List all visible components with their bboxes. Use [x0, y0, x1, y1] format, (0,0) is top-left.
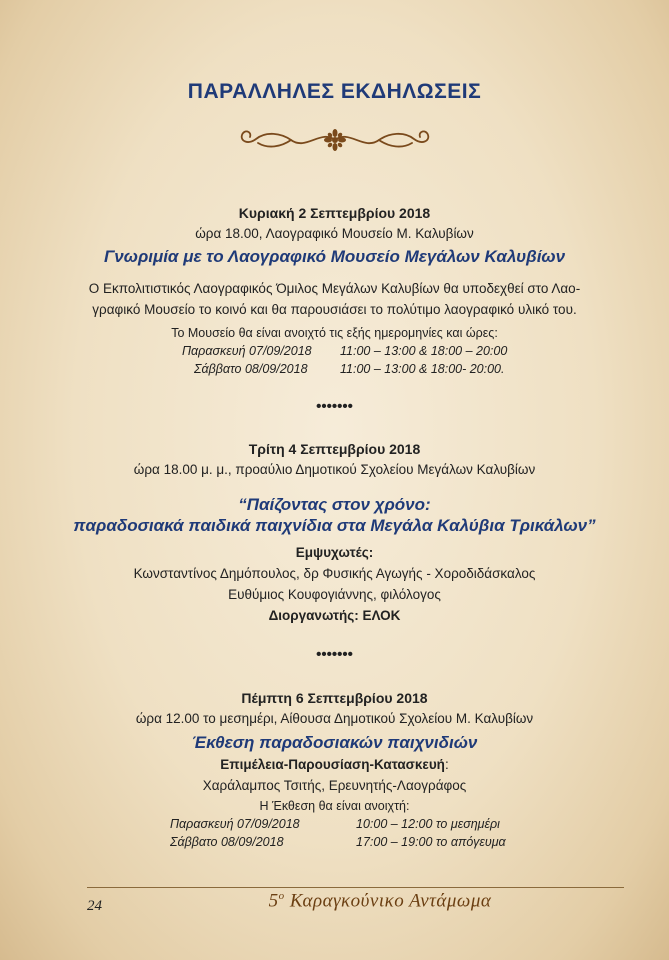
event1-date: Κυριακή 2 Σεπτεμβρίου 2018 [238, 205, 431, 221]
event1-location: ώρα 18.00, Λαογραφικό Μουσείο Μ. Καλυβίων [195, 226, 474, 241]
event1-schedule-day1: Παρασκευή 07/09/2018 [182, 344, 312, 358]
event1-headline: Γνωριμία με το Λαογραφικό Μουσείο Μεγάλων Καλυβίων [103, 247, 566, 266]
page-number: 24 [87, 898, 102, 914]
event2-headline-line1: “Παίζοντας στον χρόνο: [238, 495, 431, 514]
event1-schedule-time2: 11:00 – 13:00 & 18:00- 20:00. [340, 362, 505, 376]
event2-date: Τρίτη 4 Σεπτεμβρίου 2018 [248, 441, 421, 457]
event3-schedule-day2: Σάββατο 08/09/2018 [170, 835, 284, 849]
event2-location: ώρα 18.00 μ. μ., προαύλιο Δημοτικού Σχολείου Μεγάλων Καλυβίων [133, 462, 536, 477]
event3-curation-label [0, 757, 669, 772]
footer-divider [87, 887, 624, 888]
event3-open-note: Η Έκθεση θα είναι ανοιχτή: [259, 799, 410, 813]
event2-animator1: Κωνσταντίνος Δημόπουλος, δρ Φυσικής Αγωγής - Χοροδιδάσκαλος [133, 566, 536, 581]
event3-schedule-day1: Παρασκευή 07/09/2018 [170, 817, 300, 831]
separator-dots: ••••••• [316, 646, 353, 663]
event1-schedule-day2: Σάββατο 08/09/2018 [194, 362, 308, 376]
flourish-ornament-icon [236, 121, 434, 159]
event1-schedule-time1: 11:00 – 13:00 & 18:00 – 20:00 [340, 344, 508, 358]
footer-title-text: Καραγκούνικο Αντάμωμα [284, 890, 492, 912]
event3-curator: Χαράλαμπος Τσιτής, Ερευνητής-Λαογράφος [202, 778, 467, 793]
event3-schedule-time1: 10:00 – 12:00 το μεσημέρι [356, 817, 500, 831]
page-title: ΠΑΡΑΛΛΗΛΕΣ ΕΚΔΗΛΩΣΕΙΣ [187, 80, 482, 103]
event3-schedule-time2: 17:00 – 19:00 το απόγευμα [356, 835, 506, 849]
footer-title-superscript: ο [278, 890, 285, 902]
event2-headline-line2: παραδοσιακά παιδικά παιχνίδια στα Μεγάλα Καλύβια Τρικάλων” [73, 516, 596, 535]
event1-paragraph-line1: Ο Εκπολιτιστικός Λαογραφικός Όμιλος Μεγάλων Καλυβίων θα υποδεχθεί στο Λαο- [88, 281, 581, 296]
footer-title-number: 5 [268, 890, 279, 912]
event2-animators-label: Εμψυχωτές: [295, 545, 374, 560]
event3-curation-label-text: Επιμέλεια-Παρουσίαση-Κατασκευή [220, 757, 445, 772]
separator-dots: ••••••• [316, 398, 353, 415]
event2-organizer: Διοργανωτής: ΕΛΟΚ [268, 608, 401, 623]
event3-curation-colon: : [444, 757, 449, 772]
event3-location: ώρα 12.00 το μεσημέρι, Αίθουσα Δημοτικού Σχολείου Μ. Καλυβίων [135, 711, 534, 726]
event3-headline: Έκθεση παραδοσιακών παιχνιδιών [191, 733, 478, 752]
footer-title [230, 890, 530, 912]
event2-animator2: Ευθύμιος Κουφογιάννης, φιλόλογος [228, 587, 441, 602]
event1-paragraph-line2: γραφικό Μουσείο το κοινό και θα παρουσιάσει το πολύτιμο λαογραφικό υλικό του. [92, 302, 577, 317]
event3-date: Πέμπτη 6 Σεπτεμβρίου 2018 [241, 690, 428, 706]
event1-open-note: Το Μουσείο θα είναι ανοιχτό τις εξής ημερομηνίες και ώρες: [171, 326, 498, 340]
